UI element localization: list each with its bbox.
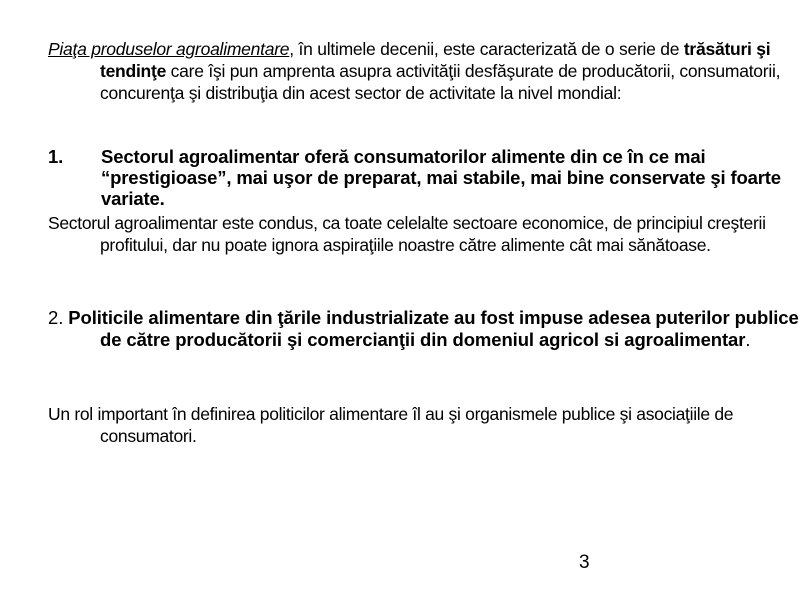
point-2-end: . [745,328,751,350]
page-number: 3 [579,552,590,573]
intro-text-b: care îşi pun amprenta asupra activităţii desfăşurate de producătorii, consumatorii, concurenţa şi distribuţia din acest sector de activitate la nivel mondial: [100,61,781,103]
point-2-number: 2. [48,307,69,328]
point-1-number: 1. [48,146,64,167]
body-paragraph-2: Un rol important în definirea politicilor alimentare îl au şi organismele publice şi asociaţiile de consumatori. [48,404,734,446]
point-1-text: Sectorul agroalimentar oferă consumatorilor alimente din ce în ce mai “prestigioase”, mai uşor de preparat, mai stabile, mai bine conservate şi foarte variate. [101,146,781,209]
intro-text-a: , în ultimele decenii, este caracterizată de o serie de [289,39,684,59]
intro-emphasis: trăsături şi tendinţe [100,39,771,81]
body-paragraph-1: Sectorul agroalimentar este condus, ca toate celelalte sectoare economice, de principiul creşterii profitului, dar nu poate ignora aspiraţiile noastre către alimente cât mai sănătoase. [48,213,766,255]
intro-paragraph [48,38,800,104]
intro-term: Piaţa produselor agroalimentare [48,39,290,59]
point-1 [48,146,800,209]
point-2 [48,307,800,350]
point-2-text: Politicile alimentare din ţările industrializate au fost impuse adesea puterilor publice de către producătorii şi comercianţii din domeniul agricol si agroalimentar [68,307,799,350]
